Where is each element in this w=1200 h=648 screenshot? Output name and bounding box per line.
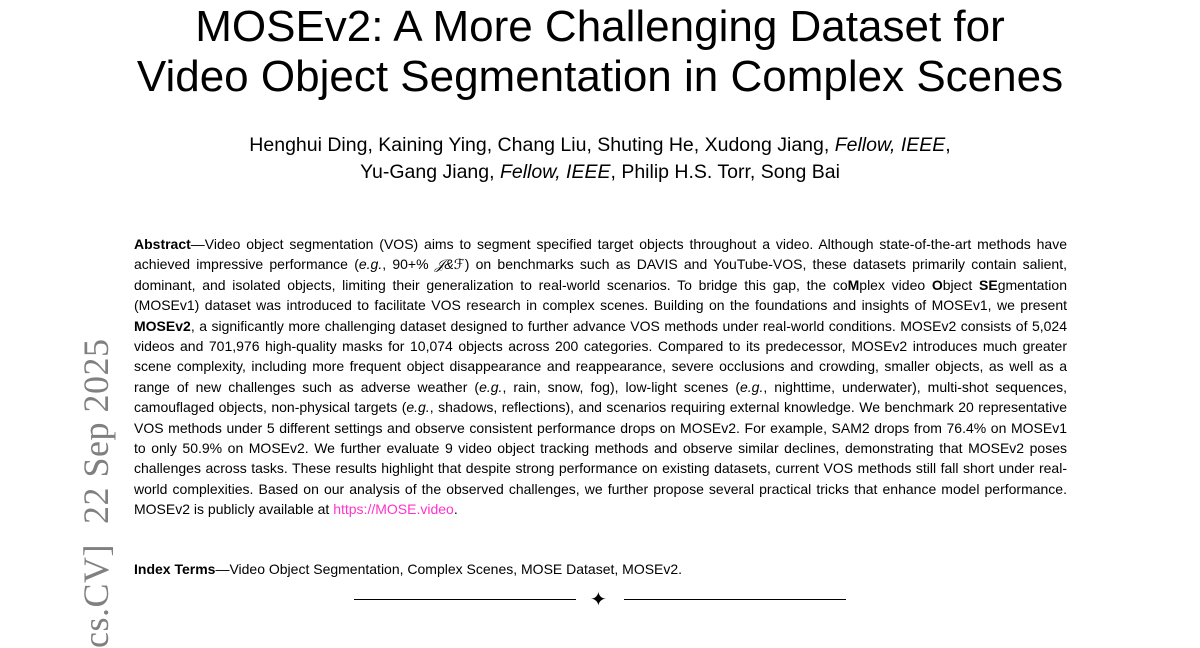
author-trail: ,: [945, 134, 951, 156]
index-terms: [134, 559, 1067, 579]
title-line-2: Video Object Segmentation in Complex Scenes: [136, 52, 1064, 101]
abstract-text: —Video object segmentation (VOS) aims to segment specified target objects throughout a video. Although state-of-the-art methods have achieved impressive performance (: [134, 236, 1067, 273]
author-line-1: [0, 132, 1200, 159]
abstract: [134, 234, 1067, 520]
abstract-label: Abstract: [134, 236, 191, 252]
abstract-eg: e.g.: [479, 378, 503, 395]
acronym-letter: O: [931, 276, 943, 293]
divider-line: [624, 599, 846, 600]
abstract-text: plex video: [859, 276, 932, 293]
acronym-letter: M: [847, 276, 860, 293]
abstract-eg: e.g.: [740, 378, 764, 395]
author-names: Yu-Gang Jiang,: [360, 161, 500, 183]
abstract-text: gmentation (MOSEv1) dataset was introduced to facilitate VOS research in complex scenes. Building on the foundations and insights of MOSEv1, we present: [134, 276, 1067, 314]
abstract-text: .: [453, 501, 458, 518]
arxiv-date: 22 Sep 2025: [76, 338, 116, 524]
abstract-text: ) on benchmarks such as DAVIS and YouTube-VOS, these datasets primarily contain salient, dominant, and isolated objects, limiting their generalization to real-world scenarios. To bridge this gap, the co: [134, 256, 1067, 293]
author-list: [0, 132, 1200, 186]
abstract-text: , rain, snow, fog), low-light scenes (: [502, 378, 740, 395]
dataset-link[interactable]: https://MOSE.video: [333, 501, 454, 518]
title-line-1: MOSEv2: A More Challenging Dataset for: [195, 2, 1005, 51]
abstract-text: , 90+%: [382, 256, 435, 273]
author-names: , Philip H.S. Torr, Song Bai: [610, 161, 840, 183]
metric-symbol: 𝒥&ℱ: [434, 256, 465, 273]
dataset-name: MOSEv2: [134, 317, 191, 334]
author-line-2: [0, 159, 1200, 186]
paper-title: [0, 2, 1200, 102]
divider-line: [354, 599, 576, 600]
abstract-text: bject: [942, 276, 980, 293]
arxiv-category: cs.CV]: [76, 544, 116, 648]
abstract-eg: e.g.: [406, 399, 430, 416]
author-title: Fellow, IEEE: [499, 161, 611, 183]
divider-star-icon: ✦: [590, 587, 607, 611]
section-divider: [354, 589, 846, 611]
index-terms-text: —Video Object Segmentation, Complex Scenes, MOSE Dataset, MOSEv2.: [215, 561, 683, 577]
abstract-text: , a significantly more challenging dataset designed to further advance VOS methods under real-world conditions. MOSEv2 consists of 5,024 videos and 701,976 high-quality masks for 10,074 objects across 200 categories. Compared to its predecessor, MOSEv2 introduces much greater scene complexity, including more frequent object disappearance and reappearance, severe occlusions and crowding, smaller objects, as well as a range of new challenges such as adverse weather (: [134, 317, 1067, 395]
abstract-text: , nighttime, underwater), multi-shot sequences, camouflaged objects, non-physical targets (: [134, 378, 1067, 416]
index-terms-label: Index Terms: [134, 561, 216, 577]
arxiv-stamp: [76, 339, 116, 648]
author-names: Henghui Ding, Kaining Ying, Chang Liu, Shuting He, Xudong Jiang,: [249, 134, 835, 156]
abstract-eg: e.g.: [358, 256, 383, 273]
author-title: Fellow, IEEE: [834, 134, 946, 156]
acronym-letter: SE: [979, 276, 998, 293]
abstract-text: , shadows, reflections), and scenarios requiring external knowledge. We benchmark 20 representative VOS methods under 5 different settings and observe consistent performance drops on MOSEv2. For example, SAM2 drops from 76.4% on MOSEv1 to only 50.9% on MOSEv2. We further evaluate 9 video object tracking methods and observe similar declines, demonstrating that MOSEv2 poses challenges across tasks. These results highlight that despite strong performance on existing datasets, current VOS methods still fall short under real-world complexities. Based on our analysis of the observed challenges, we further propose several practical tricks that enhance model performance. MOSEv2 is publicly available at: [134, 399, 1067, 518]
